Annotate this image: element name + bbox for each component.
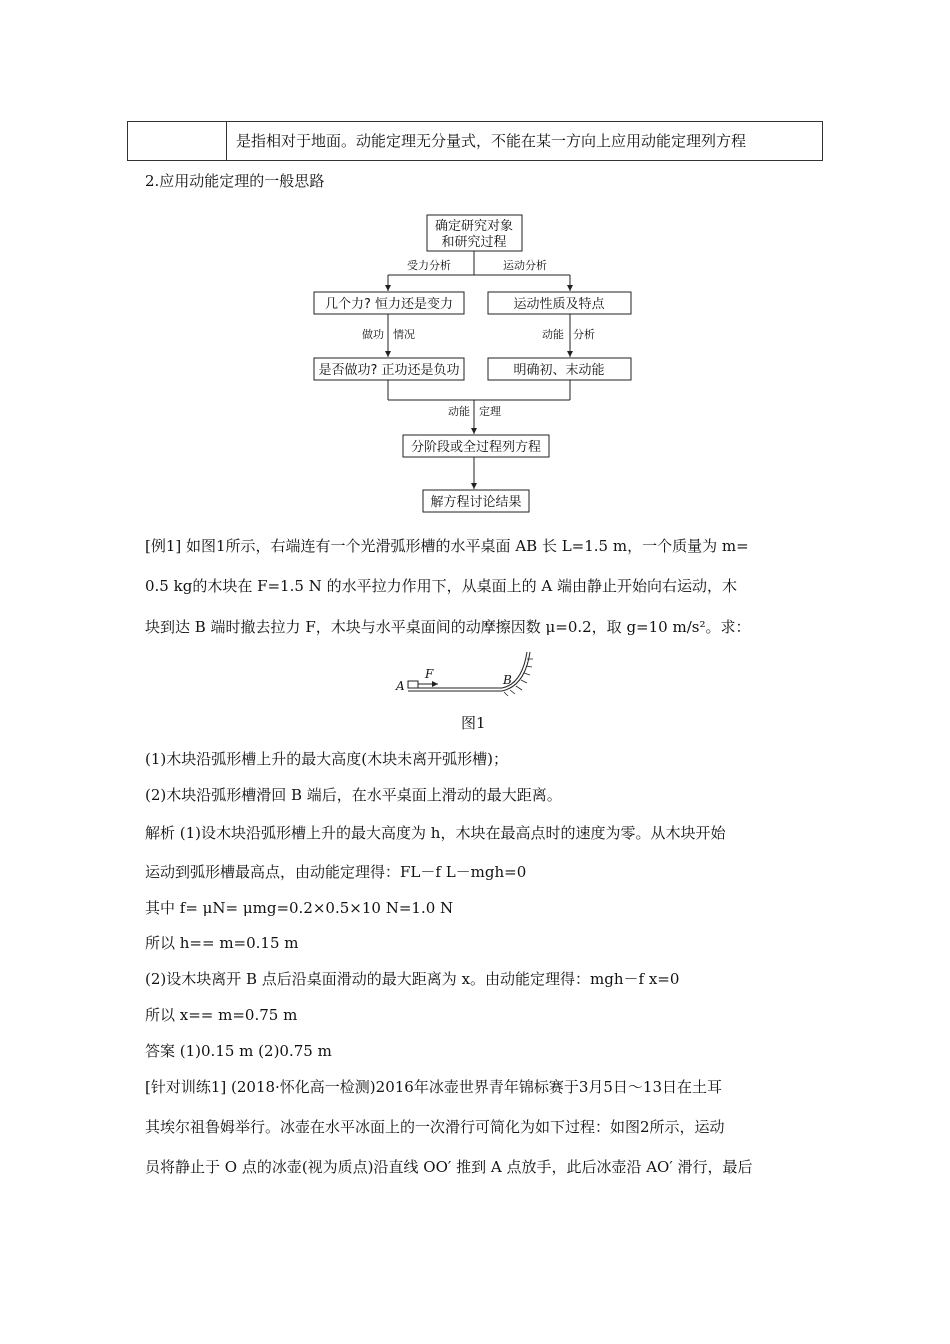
solution-line-2: 运动到弧形槽最高点，由动能定理得：FL－f L－mgh=0	[145, 863, 527, 881]
section-heading: 2.应用动能定理的一般思路	[145, 172, 325, 190]
training-line-3: 员将静止于 O 点的冰壶(视为质点)沿直线 OO′ 推到 A 点放手，此后冰壶沿 AO′ 滑行，最后	[145, 1158, 753, 1176]
flow-n5: 明确初、末动能	[513, 363, 605, 378]
flow-e2b: 情况	[393, 328, 415, 341]
solution-line-3: 其中 f= μN= μmg=0.2×0.5×10 N=1.0 N	[145, 899, 454, 917]
example-line-1: [例1] 如图1所示，右端连有一个光滑弧形槽的水平桌面 AB 长 L=1.5 m，一个质量为 m=	[145, 537, 749, 555]
flow-e2a: 做功	[362, 328, 384, 341]
wooden-block	[408, 681, 418, 688]
figure-caption: 图1	[461, 714, 486, 732]
table-right-cell: 是指相对于地面。动能定理无分量式，不能在某一方向上应用动能定理列方程	[236, 132, 747, 150]
solution-line-5: (2)设木块离开 B 点后沿桌面滑动的最大距离为 x。由动能定理得：mgh－f x=0	[145, 970, 680, 988]
flow-e3b: 分析	[573, 328, 595, 341]
flow-n1-line1: 确定研究对象	[434, 219, 514, 234]
example-line-3: 块到达 B 端时撤去拉力 F，木块与水平桌面间的动摩擦因数 μ=0.2，取 g=10 m/s²。求：	[145, 618, 751, 636]
flow-n2: 几个力? 恒力还是变力	[324, 297, 454, 312]
flow-e4b: 定理	[479, 405, 501, 418]
flow-e3a: 动能	[542, 328, 564, 341]
flow-n1-line2: 和研究过程	[441, 235, 507, 250]
flow-n7: 解方程讨论结果	[430, 495, 522, 510]
flow-e4a: 动能	[448, 405, 470, 418]
question-1: (1)木块沿弧形槽上升的最大高度(木块未离开弧形槽)；	[145, 750, 508, 768]
solution-line-1: 解析 (1)设木块沿弧形槽上升的最大高度为 h，木块在最高点时的速度为零。从木块开始	[145, 824, 726, 842]
training-line-1: [针对训练1] (2018·怀化高一检测)2016年冰壶世界青年锦标赛于3月5日～13日在土耳	[145, 1078, 723, 1096]
figure-label-a: A	[396, 679, 405, 693]
flow-n4: 是否做功? 正功还是负功	[318, 363, 460, 378]
question-2: (2)木块沿弧形槽滑回 B 端后，在水平桌面上滑动的最大距离。	[145, 786, 562, 804]
flow-n3: 运动性质及特点	[513, 297, 605, 312]
answer: 答案 (1)0.15 m (2)0.75 m	[145, 1042, 332, 1060]
flow-n6: 分阶段或全过程列方程	[410, 440, 542, 455]
table-divider	[226, 122, 227, 160]
figure-1	[390, 650, 540, 700]
flowchart	[300, 205, 660, 515]
figure-label-f: F	[425, 667, 434, 681]
flow-edge-left: 受力分析	[407, 259, 451, 272]
flow-edge-right: 运动分析	[503, 259, 547, 272]
example-line-2: 0.5 kg的木块在 F=1.5 N 的水平拉力作用下，从桌面上的 A 端由静止开始向右运动，木	[145, 577, 737, 595]
figure-label-b: B	[503, 673, 512, 687]
solution-line-4: 所以 h== m=0.15 m	[145, 934, 299, 952]
table-row	[127, 121, 823, 161]
training-line-2: 其埃尔祖鲁姆举行。冰壶在水平冰面上的一次滑行可简化为如下过程：如图2所示，运动	[145, 1118, 725, 1136]
solution-line-6: 所以 x== m=0.75 m	[145, 1006, 298, 1024]
